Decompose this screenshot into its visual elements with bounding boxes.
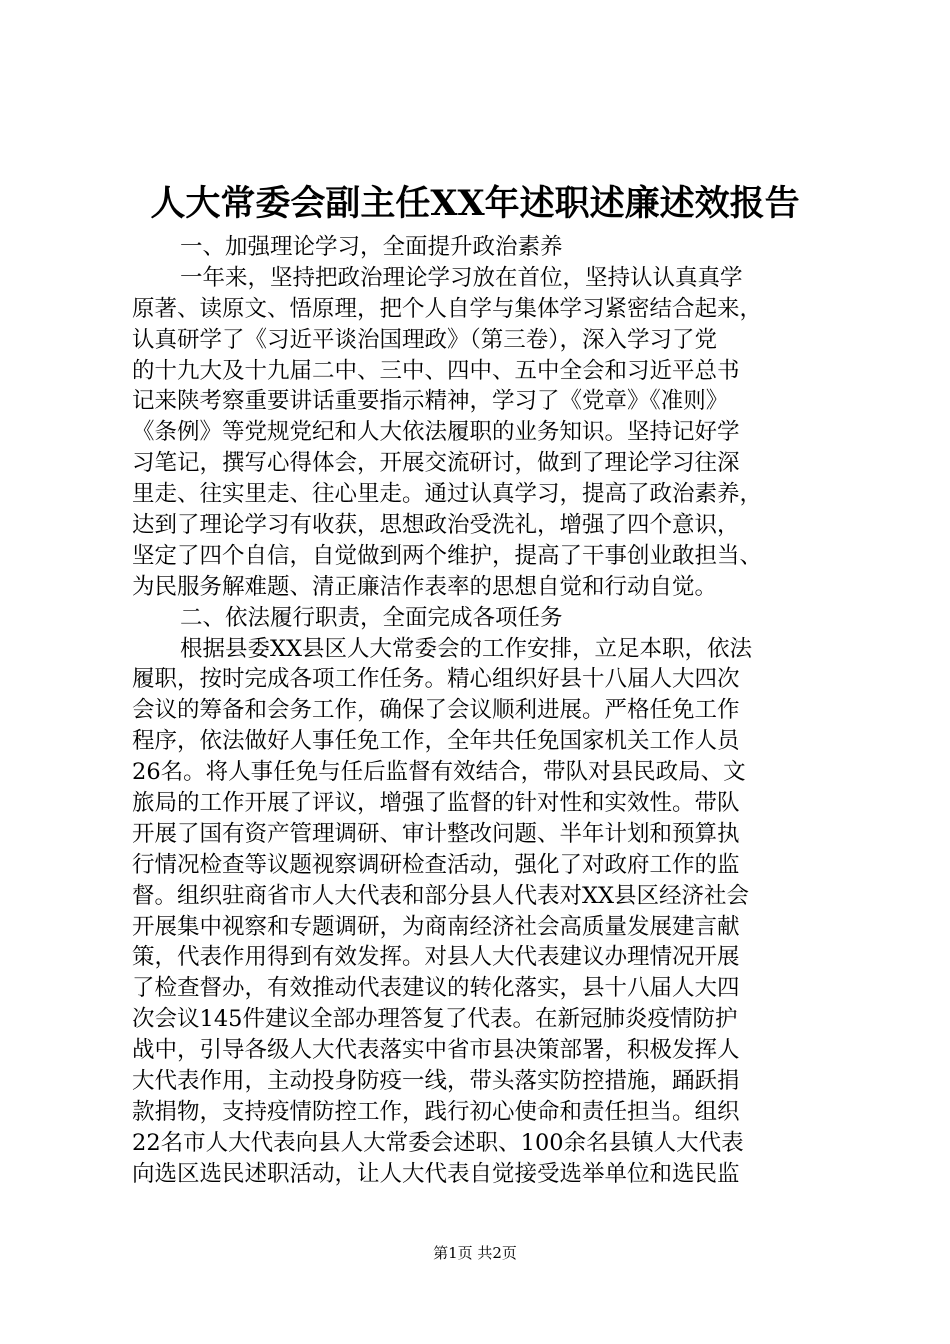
- text-line: 达到了理论学习有收获，思想政治受洗礼，增强了四个意识，: [132, 512, 740, 539]
- text-line: 会议的筹备和会务工作，确保了会议顺利进展。严格任免工作: [132, 697, 740, 724]
- text-line: 22名市人大代表向县人大常委会述职、100余名县镇人大代表: [132, 1129, 744, 1156]
- document-body: [132, 232, 852, 1190]
- text-line: 《条例》等党规党纪和人大依法履职的业务知识。坚持记好学: [132, 419, 740, 446]
- text-line: 记来陕考察重要讲话重要指示精神，学习了《党章》《准则》: [132, 388, 729, 415]
- document-title: 人大常委会副主任XX年述职述廉述效报告: [150, 183, 800, 224]
- text-line: 二、依法履行职责，全面完成各项任务: [180, 604, 563, 631]
- text-line: 行情况检查等议题视察调研检查活动，强化了对政府工作的监: [132, 851, 740, 878]
- text-line: 一、加强理论学习，全面提升政治素养: [180, 234, 563, 260]
- text-line: 开展集中视察和专题调研，为商南经济社会高质量发展建言献: [132, 913, 740, 940]
- text-line: 程序，依法做好人事任免工作，全年共任免国家机关工作人员: [132, 728, 740, 755]
- text-line: 战中，引导各级人大代表落实中省市县决策部署，积极发挥人: [132, 1037, 740, 1064]
- text-line: 认真研学了《习近平谈治国理政》（第三卷），深入学习了党: [132, 326, 718, 353]
- page-indicator: 第1页 共2页: [433, 1244, 517, 1262]
- text-line: 大代表作用，主动投身防疫一线，带头落实防控措施，踊跃捐: [132, 1068, 740, 1095]
- text-line: 为民服务解难题、清正廉洁作表率的思想自觉和行动自觉。: [132, 573, 718, 600]
- text-line: 26名。将人事任免与任后监督有效结合，带队对县民政局、文: [132, 759, 746, 786]
- text-line: 习笔记，撰写心得体会，开展交流研讨，做到了理论学习往深: [132, 450, 740, 477]
- text-line: 根据县委XX县区人大常委会的工作安排，立足本职，依法: [180, 635, 753, 662]
- text-line: 了检查督办，有效推动代表建议的转化落实，县十八届人大四: [132, 975, 740, 1002]
- text-line: 旅局的工作开展了评议，增强了监督的针对性和实效性。带队: [132, 790, 740, 817]
- text-line: 款捐物，支持疫情防控工作，践行初心使命和责任担当。组织: [132, 1098, 740, 1125]
- text-line: 坚定了四个自信，自觉做到两个维护，提高了干事创业敢担当、: [132, 542, 763, 569]
- text-line: 策，代表作用得到有效发挥。对县人大代表建议办理情况开展: [132, 944, 740, 971]
- text-line: 的十九大及十九届二中、三中、四中、五中全会和习近平总书: [132, 357, 740, 384]
- text-line: 原著、读原文、悟原理，把个人自学与集体学习紧密结合起来，: [132, 295, 763, 322]
- text-line: 一年来，坚持把政治理论学习放在首位，坚持认认真真学: [180, 264, 743, 291]
- text-line: 督。组织驻商省市人大代表和部分县人代表对XX县区经济社会: [132, 882, 750, 909]
- text-line: 向选区选民述职活动，让人大代表自觉接受选举单位和选民监: [132, 1160, 740, 1187]
- text-line: 开展了国有资产管理调研、审计整改问题、半年计划和预算执: [132, 820, 740, 847]
- text-line: 次会议145件建议全部办理答复了代表。在新冠肺炎疫情防护: [132, 1006, 738, 1033]
- text-line: 里走、往实里走、往心里走。通过认真学习，提高了政治素养，: [132, 481, 763, 508]
- text-line: 履职，按时完成各项工作任务。精心组织好县十八届人大四次: [132, 666, 740, 693]
